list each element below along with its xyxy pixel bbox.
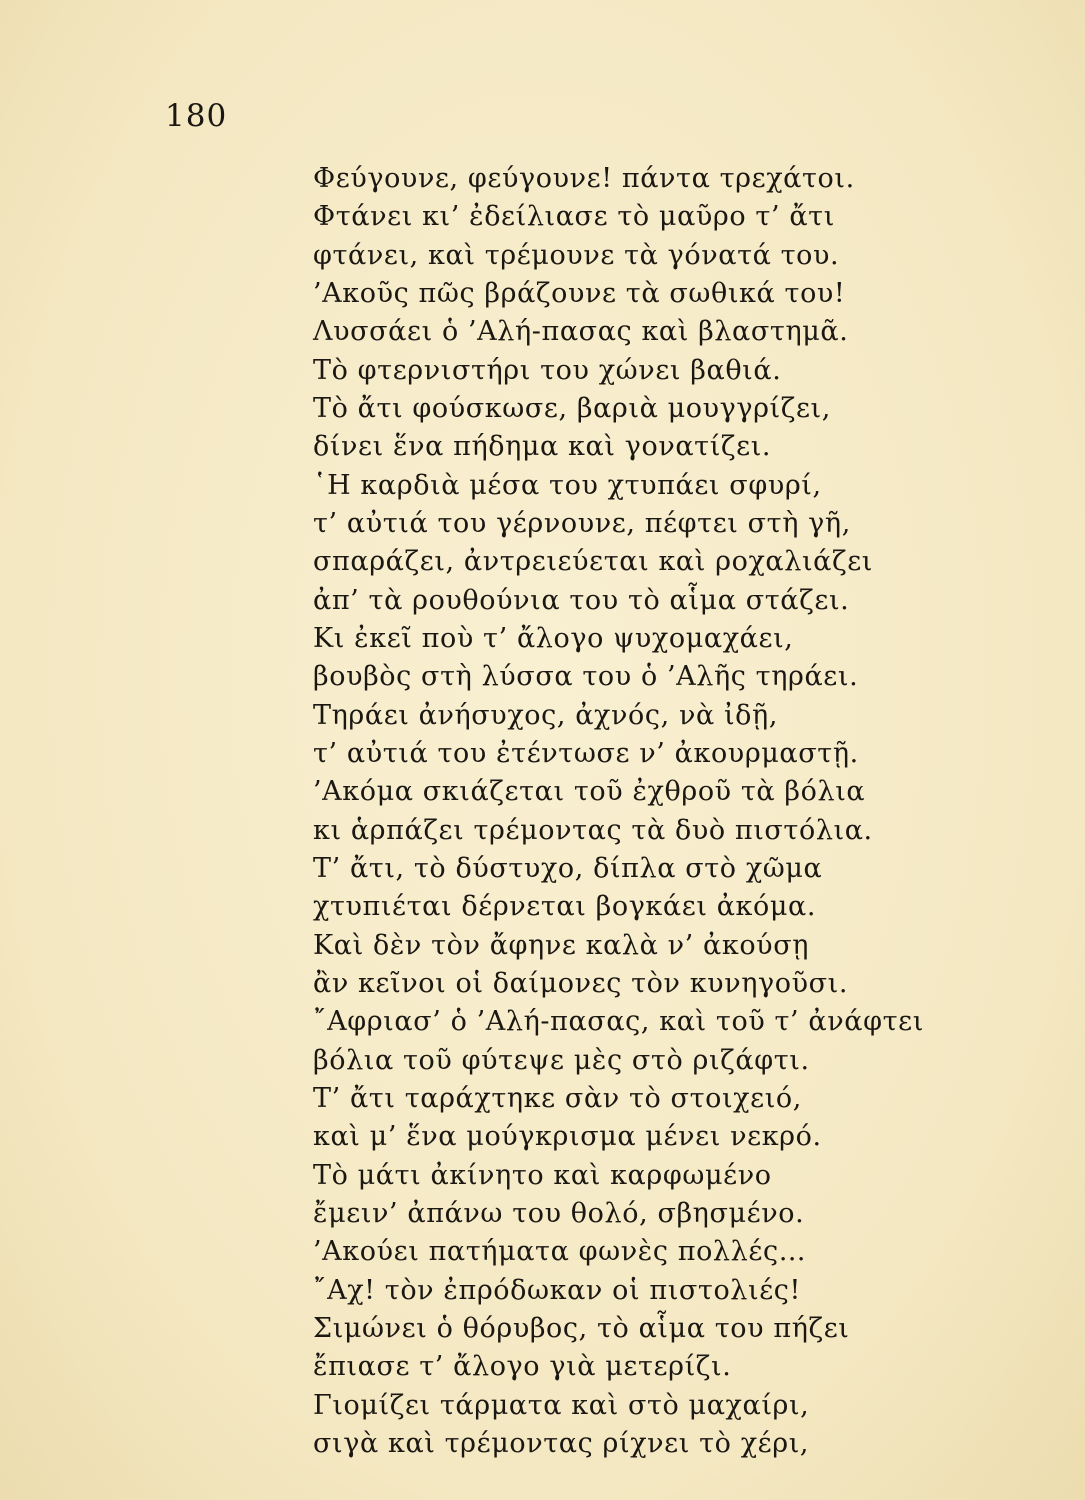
poem-line: Τ’ ἄτι ταράχτηκε σὰν τὸ στοιχειό,: [313, 1082, 802, 1114]
poem-line: κι ἁρπάζει τρέμοντας τὰ δυὸ πιστόλια.: [313, 814, 873, 846]
poem-line: Τ’ ἄτι, τὸ δύστυχο, δίπλα στὸ χῶμα: [313, 852, 823, 884]
poem-line: ἂν κεῖνοι οἱ δαίμονες τὸν κυνηγοῦσι.: [313, 967, 848, 999]
poem-line: χτυπιέται δέρνεται βογκάει ἀκόμα.: [313, 891, 817, 923]
poem-line: ἔμειν’ ἀπάνω του θολό, σβησμένο.: [313, 1197, 805, 1229]
poem-line: ἀπ’ τὰ ρουθούνια του τὸ αἷμα στάζει.: [313, 584, 850, 616]
poem-line: Τὸ μάτι ἀκίνητο καὶ καρφωμένο: [313, 1159, 772, 1191]
poem-line: ῎Αχ! τὸν ἐπρόδωκαν οἱ πιστολιές!: [313, 1274, 801, 1306]
poem-line: σιγὰ καὶ τρέμοντας ρίχνει τὸ χέρι,: [313, 1427, 810, 1459]
poem-line: Καὶ δὲν τὸν ἄφηνε καλὰ ν’ ἀκούσῃ: [313, 929, 809, 961]
poem-line: Φτάνει κι’ ἐδείλιασε τὸ μαῦρο τ’ ἄτι: [313, 201, 835, 233]
poem-line: φτάνει, καὶ τρέμουνε τὰ γόνατά του.: [313, 239, 840, 271]
poem-line: ’Ακόμα σκιάζεται τοῦ ἐχθροῦ τὰ βόλια: [313, 776, 866, 808]
poem-line: ’Ακούει πατήματα φωνὲς πολλές…: [313, 1236, 807, 1268]
poem-line: ῎Αφριασ’ ὁ ’Αλή-πασας, καὶ τοῦ τ’ ἀνάφτει: [313, 1006, 924, 1038]
poem-line: βουβὸς στὴ λύσσα του ὁ ’Αλῆς τηράει.: [313, 661, 859, 693]
poem-text: [313, 160, 1033, 1463]
poem-line: ῾Η καρδιὰ μέσα του χτυπάει σφυρί,: [313, 469, 822, 501]
poem-line: δίνει ἕνα πήδημα καὶ γονατίζει.: [313, 431, 772, 463]
poem-line: Φεύγουνε, φεύγουνε! πάντα τρεχάτοι.: [313, 163, 855, 194]
poem-line: ἔπιασε τ’ ἄλογο γιὰ μετερίζι.: [313, 1351, 732, 1383]
poem-line: βόλια τοῦ φύτεψε μὲς στὸ ριζάφτι.: [313, 1044, 810, 1076]
poem-line: τ’ αὐτιά του γέρνουνε, πέφτει στὴ γῆ,: [313, 507, 851, 539]
poem-line: Σιμώνει ὁ θόρυβος, τὸ αἷμα του πήζει: [313, 1312, 850, 1344]
poem-line: Λυσσάει ὁ ’Αλή-πασας καὶ βλαστημᾶ.: [313, 316, 849, 348]
poem-line: Τὸ φτερνιστήρι του χώνει βαθιά.: [313, 354, 782, 386]
poem-line: καὶ μ’ ἕνα μούγκρισμα μένει νεκρό.: [313, 1121, 822, 1153]
poem-line: Τὸ ἄτι φούσκωσε, βαριὰ μουγγρίζει,: [313, 392, 831, 424]
poem-line: ’Ακοῦς πῶς βράζουνε τὰ σωθικά του!: [313, 277, 846, 309]
page-number: 180: [165, 98, 228, 134]
poem-line: σπαράζει, ἀντρειεύεται καὶ ροχαλιάζει: [313, 546, 873, 578]
poem-line: Γιομίζει τάρματα καὶ στὸ μαχαίρι,: [313, 1389, 810, 1421]
poem-line: τ’ αὐτιά του ἐτέντωσε ν’ ἀκουρμαστῇ.: [313, 737, 859, 769]
poem-line: Τηράει ἀνήσυχος, ἀχνός, νὰ ἰδῇ,: [313, 699, 778, 731]
poem-line: Κι ἐκεῖ ποὺ τ’ ἄλογο ψυχομαχάει,: [313, 622, 794, 654]
